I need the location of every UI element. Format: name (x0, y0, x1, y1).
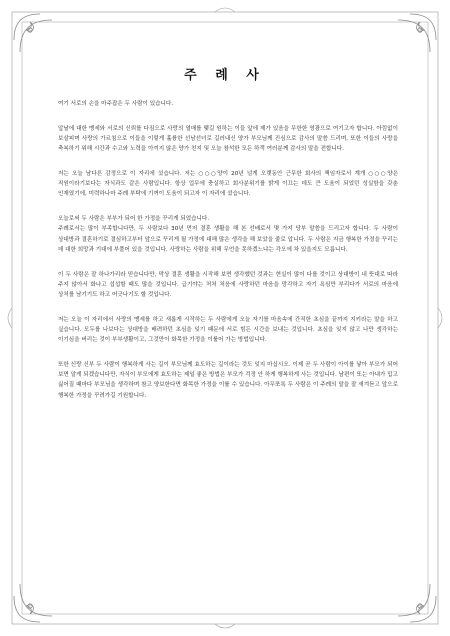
page-title: 주 례 사 (184, 68, 266, 83)
paragraph: 주례로서는 많이 부족합니다만, 두 사람보다 30년 먼저 결혼 생활을 해 본 선배로서 몇 가지 당부 말씀을 드리고자 합니다. 두 사람이 상대방과 결혼하기로 결심하고부터 앞으로 꾸리게 될 가정에 대해 많은 생각을 해 보았을 줄로 압니다. 두 사람은 지금 행복한 가정을 꾸리는 데 대한 희망과 기대에 부풀어 있을 것입니다. 사랑하는 사람을 위해 무언을 못하겠느냐는 각오에 차 있을지도 모릅니다. (58, 226, 398, 253)
paragraph: 오늘로써 두 사람은 부부가 되어 한 가정을 꾸리게 되었습니다. (58, 216, 210, 223)
paragraph: 또한 신랑 신부 두 사람이 행복하게 사는 길이 부모님께 효도하는 길이라는 것도 잊지 마십시오. 이제 곧 두 사람이 아이를 낳아 부모가 되어 보면 알게 되겠습니다만, 자식이 부모에게 효도하는 제일 좋은 방법은 부모가 걱정 안 하게 행복하게 사는 것입니다. 남편이 또는 아내가 밉고 싫어질 때마다 부모님을 생각하며 참고 양보한다면 화목한 가정을 이룰 수 있습니다. 아무쪼록 두 사람은 이 주례의 말을 잘 새겨듣고 앞으로 행복한 가정을 꾸려가길 기원합니다. (58, 362, 398, 399)
paragraph: 이 두 사람은 잘 하나가리라 믿습니다만, 막상 결혼 생활을 시작해 보면 생각했던 것과는 현실이 많이 다를 것이고 상대방이 내 뜻대로 따라 주지 않아서 화나고 섭섭할 때도 많을 것입니다. 급기야는 처처 처음에 사랑하던 마음을 망각하고 자기 욕심만 부리다가 서로의 마음에 상처를 남기기도 하고 어긋나기도 할 것입니다. (58, 271, 398, 299)
paragraph: 저는 오늘 이 자리에서 사랑의 맹세를 하고 새롭게 시작하는 두 사람에게 오늘 자기를 마음속에 간직한 초심을 끝까지 지키라는 말을 하고 싶습니다. 모두를 나보다는 상대방을 배려하던 초심을 잊기 때문에 서로 힘든 시간을 보내는 것입니다. 초심을 잊지 않고 나만 생각하는 이기심을 버리는 것이 부부생활이고, 그것만이 화목한 가정을 이룰어 가는 방법입니다. (58, 316, 398, 344)
paragraph: 여기 서로의 손을 마주잡은 두 사람이 있습니다. (58, 101, 174, 107)
speech-body (58, 99, 398, 415)
paragraph: 앞날에 대한 맹세와 서로의 신뢰를 다짐으로 사랑의 열매를 맺길 원하는 이들 앞에 제가 있음을 무한한 영광으로 여기고자 합니다. 아낌없이 보살피며 사랑의 가르침으로 이들을 이렇게 훌륭한 선남선녀로 길러내신 양가 부모님께 진심으로 감사의 말씀 드리며, 또한 이들의 사랑을 축복하기 위해 시간과 수고와 노력을 아끼지 않은 양가 친지 및 오늘 참석한 모든 하객 여러분께 감사의 말을 전합니다. (58, 125, 398, 153)
paragraph: 저는 오늘 남다른 감정으로 이 자리에 섰습니다. 저는 ○○○양이 20년 넘게 오랫동안 근무한 회사의 책임자로서 계개 ○○○양은 직원이라기보다는 자식과도 같은 사람입니다. 항상 업무에 충실하고 회사분위기를 밝게 이끄는 데도 큰 도움이 되었던 성실함을 갖춘 인재였기에, 미력하나마 주례 부탁에 기꺼이 도움이 되고자 이 자리에 섰습니다. (58, 171, 398, 198)
